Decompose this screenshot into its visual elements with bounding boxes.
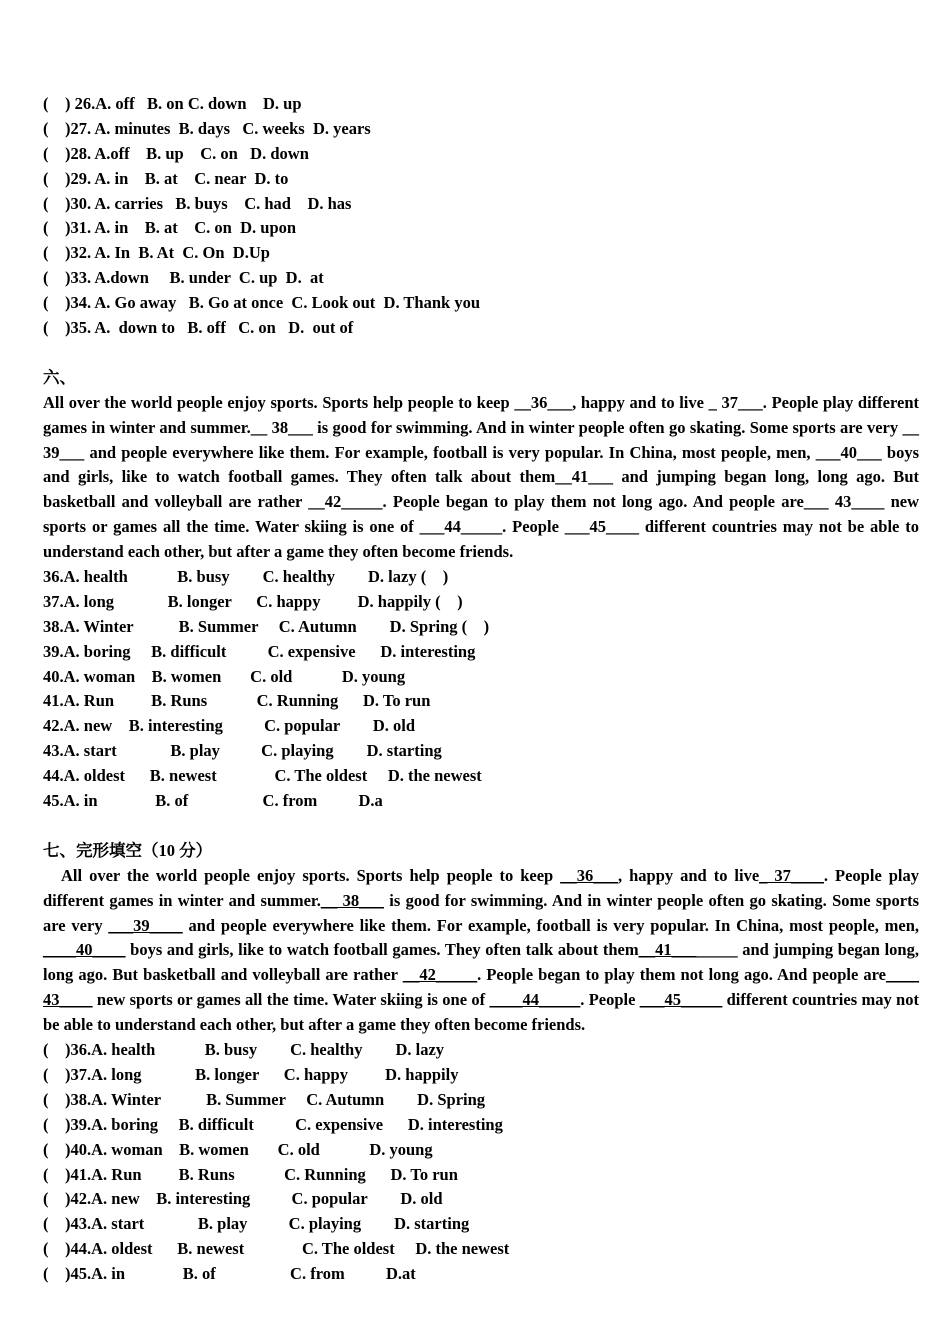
s7-option-45: ( )45.A. in B. of C. from D.at [43, 1264, 416, 1284]
s6-option-40: 40.A. woman B. women C. old D. young [43, 666, 406, 686]
passage-text: All over the world people enjoy sports. Sports help people to keep [61, 865, 561, 885]
s7-option-36: ( )36.A. health B. busy C. healthy D. lazy [43, 1040, 445, 1060]
s7-option-39: ( )39.A. boring B. difficult C. expensive D. interesting [43, 1114, 503, 1134]
blank-42: __42_____ [402, 965, 478, 985]
s6-option-41: 41.A. Run B. Runs C. Running D. To run [43, 691, 431, 711]
s7-option-40: ( )40.A. woman B. women C. old D. young [43, 1139, 433, 1159]
s6-option-36: 36.A. health B. busy C. healthy D. lazy ( ) [43, 567, 449, 587]
question-29: ( )29. A. in B. at C. near D. to [43, 168, 289, 188]
passage-text: _____ and jumping began long, long ago. But basketball and volleyball are rather [43, 940, 919, 985]
section5-question-list [43, 92, 919, 341]
question-32: ( )32. A. In B. At C. On D.Up [43, 243, 270, 263]
passage-text: . People [580, 990, 640, 1010]
section6-heading: 六、 [43, 367, 76, 387]
document-page [43, 92, 919, 1287]
section-spacer [43, 341, 919, 366]
passage-text: , happy and to live [617, 865, 760, 885]
passage-text: boys and girls, like to watch football games. They often talk about them [125, 940, 639, 960]
s6-option-38: 38.A. Winter B. Summer C. Autumn D. Spring ( ) [43, 616, 490, 636]
section7-passage [43, 864, 919, 1038]
s6-option-37: 37.A. long B. longer C. happy D. happily ( ) [43, 591, 463, 611]
passage-text: different countries may not be able to understand each other, but after a game they often become friends. [43, 990, 919, 1035]
blank-37: _ 37____ [759, 865, 824, 885]
question-28: ( )28. A.off B. up C. on D. down [43, 143, 309, 163]
section6-option-list [43, 565, 919, 814]
question-35: ( )35. A. down to B. off C. on D. out of [43, 318, 354, 338]
blank-36: __36___ [560, 865, 618, 885]
s7-option-41: ( )41.A. Run B. Runs C. Running D. To run [43, 1164, 458, 1184]
s6-option-43: 43.A. start B. play C. playing D. starting [43, 741, 442, 761]
blank-40: ____40____ [43, 940, 126, 960]
s7-option-42: ( )42.A. new B. interesting C. popular D. old [43, 1189, 443, 1209]
s7-option-43: ( )43.A. start B. play C. playing D. starting [43, 1214, 470, 1234]
question-33: ( )33. A.down B. under C. up D. at [43, 268, 324, 288]
s6-option-44: 44.A. oldest B. newest C. The oldest D. the newest [43, 766, 482, 786]
question-31: ( )31. A. in B. at C. on D. upon [43, 218, 297, 238]
blank-39: ___39____ [108, 915, 183, 935]
s6-option-39: 39.A. boring B. difficult C. expensive D. interesting [43, 641, 476, 661]
s6-option-42: 42.A. new B. interesting C. popular D. old [43, 716, 416, 736]
section7-option-list [43, 1038, 919, 1287]
blank-38: __ 38___ [320, 890, 384, 910]
passage-text: . People play different games in winter and summer. [43, 865, 920, 910]
blank-44: ____44_____ [489, 990, 581, 1010]
section-spacer [43, 814, 919, 839]
question-34: ( )34. A. Go away B. Go at once C. Look out D. Thank you [43, 293, 481, 313]
question-26: ( ) 26.A. off B. on C. down D. up [43, 94, 302, 113]
blank-45: ___45_____ [639, 990, 723, 1010]
passage-text: and people everywhere like them. For example, football is very popular. In China, most people, men, [182, 915, 920, 935]
blank-43: ____ 43____ [43, 965, 919, 1010]
s6-option-45: 45.A. in B. of C. from D.a [43, 791, 383, 811]
s7-option-37: ( )37.A. long B. longer C. happy D. happily [43, 1064, 459, 1084]
passage-text: is good for swimming. And in winter people often go skating. Some sports are very [43, 890, 919, 935]
s7-option-44: ( )44.A. oldest B. newest C. The oldest D. the newest [43, 1239, 510, 1259]
section7-heading: 七、完形填空（10 分） [43, 840, 213, 860]
passage-text: . People began to play them not long ago. And people are [477, 965, 886, 985]
s7-option-38: ( )38.A. Winter B. Summer C. Autumn D. Spring [43, 1089, 486, 1109]
section6-passage: All over the world people enjoy sports. Sports help people to keep __36___, happy and to live _ 37___. People play different games in winter and summer.__ 38___ is good for swimming. And in winter people often go skating. Some sports are very __ 39___ and people everywhere like them. For example, football is very popular. In China, most people, men, ___40___ boys and girls, like to watch football games. They often talk about them__41___ and jumping began long, long ago. But basketball and volleyball are rather __42_____. People began to play them not long ago. And people are___ 43____ new sports or games all the time. Water skiing is one of ___44_____. People ___45____ different countries may not be able to understand each other, but after a game they often become friends. [43, 392, 919, 562]
question-30: ( )30. A. carries B. buys C. had D. has [43, 193, 352, 213]
question-27: ( )27. A. minutes B. days C. weeks D. years [43, 118, 371, 138]
passage-text: new sports or games all the time. Water skiing is one of [92, 990, 490, 1010]
blank-41: __41___ [638, 940, 697, 960]
